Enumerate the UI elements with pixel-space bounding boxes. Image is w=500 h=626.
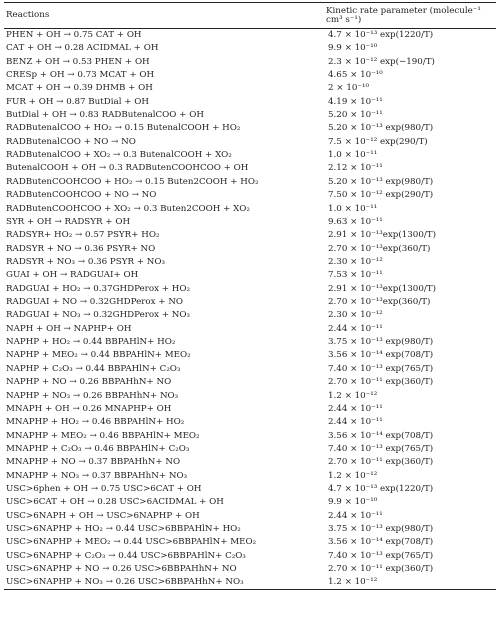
table-row — [4, 550, 496, 563]
reaction-cell: MNAPH + OH → 0.26 MNAPHP+ OH — [6, 403, 172, 414]
rate-parameter-cell: 7.40 × 10⁻¹³ exp(765/T) — [328, 363, 434, 374]
table-row — [4, 269, 496, 282]
table-row — [4, 135, 496, 148]
table-row — [4, 469, 496, 482]
rate-parameter-cell: 5.20 × 10⁻¹³ exp(980/T) — [328, 176, 434, 187]
rate-parameter-cell: 2 × 10⁻¹⁰ — [328, 83, 369, 94]
rate-parameter-cell: 4.19 × 10⁻¹¹ — [328, 96, 383, 107]
table-row — [4, 523, 496, 536]
table-row — [4, 149, 496, 162]
reaction-cell: CRESp + OH → 0.73 MCAT + OH — [6, 69, 155, 80]
table-row — [4, 162, 496, 175]
table-row — [4, 296, 496, 309]
rate-parameter-cell: 2.44 × 10⁻¹¹ — [328, 510, 383, 521]
rate-parameter-cell: 2.70 × 10⁻¹¹ exp(360/T) — [328, 564, 434, 575]
rate-parameter-cell: 2.44 × 10⁻¹¹ — [328, 323, 383, 334]
table-row — [4, 242, 496, 255]
table-row — [4, 55, 496, 68]
reaction-cell: SYR + OH → RADSYR + OH — [6, 216, 131, 227]
rate-parameter-cell: 2.91 × 10⁻¹³exp(1300/T) — [328, 230, 436, 241]
reaction-cell: CAT + OH → 0.28 ACIDMAL + OH — [6, 43, 159, 54]
reaction-cell: RADGUAI + HO₂ → 0.37GHDPerox + HO₂ — [6, 283, 190, 294]
reaction-cell: RADSYR + NO₃ → 0.36 PSYR + NO₃ — [6, 256, 166, 267]
rate-parameter-cell: 5.20 × 10⁻¹³ exp(980/T) — [328, 123, 434, 134]
table-body — [4, 29, 496, 590]
table-row — [4, 403, 496, 416]
reaction-table-container — [4, 2, 496, 590]
reaction-cell: USC>6phen + OH → 0.75 USC>6CAT + OH — [6, 484, 202, 495]
rate-parameter-cell: 7.40 × 10⁻¹³ exp(765/T) — [328, 443, 434, 454]
rate-parameter-cell: 5.20 × 10⁻¹¹ — [328, 109, 383, 120]
reaction-cell: RADGUAI + NO → 0.32GHDPerox + NO — [6, 297, 184, 308]
reaction-cell: USC>6NAPH + OH → USC>6NAPHP + OH — [6, 510, 200, 521]
rate-parameter-cell: 2.30 × 10⁻¹² — [328, 256, 383, 267]
rate-parameter-cell: 3.75 × 10⁻¹³ exp(980/T) — [328, 524, 434, 535]
rate-parameter-cell: 4.7 × 10⁻¹³ exp(1220/T) — [328, 484, 434, 495]
rate-parameter-cell: 1.2 × 10⁻¹² — [328, 470, 378, 481]
reaction-cell: MNAPHP + NO₃ → 0.37 BBPAHhN+ NO₃ — [6, 470, 188, 481]
reaction-cell: MNAPHP + NO → 0.37 BBPAHhN+ NO — [6, 457, 181, 468]
table-row — [4, 429, 496, 442]
rate-parameter-cell: 7.40 × 10⁻¹³ exp(765/T) — [328, 550, 434, 561]
rate-parameter-cell: 2.44 × 10⁻¹¹ — [328, 403, 383, 414]
reaction-rate-table — [4, 2, 496, 590]
reaction-cell: RADButenalCOO + HO₂ → 0.15 ButenalCOOH + HO₂ — [6, 123, 241, 134]
table-row — [4, 82, 496, 95]
rate-parameter-cell: 2.12 × 10⁻¹¹ — [328, 163, 383, 174]
rate-parameter-cell: 2.91 × 10⁻¹³exp(1300/T) — [328, 283, 436, 294]
table-row — [4, 322, 496, 335]
rate-parameter-cell: 9.9 × 10⁻¹⁰ — [328, 43, 378, 54]
table-row — [4, 29, 496, 42]
table-row — [4, 576, 496, 589]
table-row — [4, 282, 496, 295]
reaction-cell: MNAPHP + HO₂ → 0.46 BBPAHlN+ HO₂ — [6, 417, 185, 428]
table-row — [4, 483, 496, 496]
rate-parameter-cell: 3.56 × 10⁻¹⁴ exp(708/T) — [328, 430, 434, 441]
reaction-cell: RADButenCOOHCOO + HO₂ → 0.15 Buten2COOH + HO₂ — [6, 176, 259, 187]
rate-parameter-cell: 7.5 × 10⁻¹² exp(290/T) — [328, 136, 428, 147]
reaction-cell: RADSYR+ HO₂ → 0.57 PSYR+ HO₂ — [6, 230, 160, 241]
table-row — [4, 229, 496, 242]
reaction-cell: PHEN + OH → 0.75 CAT + OH — [6, 30, 142, 41]
reaction-cell: ButenalCOOH + OH → 0.3 RADButenCOOHCOO + OH — [6, 163, 249, 174]
reaction-cell: RADGUAI + NO₃ → 0.32GHDPerox + NO₃ — [6, 310, 191, 321]
table-row — [4, 109, 496, 122]
reaction-cell: NAPH + OH → NAPHP+ OH — [6, 323, 132, 334]
table-row — [4, 456, 496, 469]
table-row — [4, 509, 496, 522]
rate-parameter-cell: 2.30 × 10⁻¹² — [328, 310, 383, 321]
reaction-cell: BENZ + OH → 0.53 PHEN + OH — [6, 56, 150, 67]
reaction-cell: FUR + OH → 0.87 ButDial + OH — [6, 96, 149, 107]
reaction-cell: MNAPHP + C₂O₃ → 0.46 BBPAHlN+ C₂O₃ — [6, 443, 190, 454]
rate-parameter-cell: 3.56 × 10⁻¹⁴ exp(708/T) — [328, 537, 434, 548]
reaction-cell: USC>6NAPHP + NO₃ → 0.26 USC>6BBPAHhN+ NO₃ — [6, 577, 244, 588]
rate-parameter-cell: 2.70 × 10⁻¹³exp(360/T) — [328, 297, 431, 308]
table-row — [4, 256, 496, 269]
table-row — [4, 69, 496, 82]
table-row — [4, 443, 496, 456]
rate-parameter-cell: 4.65 × 10⁻¹⁰ — [328, 69, 383, 80]
table-row — [4, 42, 496, 55]
reaction-cell: USC>6NAPHP + HO₂ → 0.44 USC>6BBPAHlN+ HO₂ — [6, 524, 241, 535]
table-row — [4, 175, 496, 188]
rate-parameter-cell: 1.2 × 10⁻¹² — [328, 390, 378, 401]
header-reactions: Reactions — [6, 10, 50, 21]
reaction-cell: USC>6NAPHP + NO → 0.26 USC>6BBPAHhN+ NO — [6, 564, 237, 575]
rate-parameter-cell: 1.2 × 10⁻¹² — [328, 577, 378, 588]
reaction-cell: NAPHP + MEO₂ → 0.44 BBPAHlN+ MEO₂ — [6, 350, 191, 361]
rate-parameter-cell: 7.50 × 10⁻¹² exp(290/T) — [328, 190, 434, 201]
rate-parameter-cell: 1.0 × 10⁻¹¹ — [328, 150, 378, 161]
rate-parameter-cell: 1.0 × 10⁻¹¹ — [328, 203, 378, 214]
reaction-cell: NAPHP + HO₂ → 0.44 BBPAHlN+ HO₂ — [6, 337, 176, 348]
header-rate-parameter: Kinetic rate parameter (molecule⁻¹ cm³ s⁻¹) — [326, 5, 481, 25]
table-row — [4, 563, 496, 576]
table-row — [4, 349, 496, 362]
rate-parameter-cell: 7.53 × 10⁻¹¹ — [328, 270, 383, 281]
header-row — [4, 3, 496, 29]
table-row — [4, 536, 496, 549]
table-row — [4, 95, 496, 108]
table-row — [4, 122, 496, 135]
rate-parameter-cell: 2.44 × 10⁻¹¹ — [328, 417, 383, 428]
reaction-cell: RADButenCOOHCOO + XO₂ → 0.3 Buten2COOH + XO₂ — [6, 203, 250, 214]
reaction-cell: GUAI + OH → RADGUAI+ OH — [6, 270, 139, 281]
table-row — [4, 202, 496, 215]
table-row — [4, 389, 496, 402]
reaction-cell: RADButenalCOO + XO₂ → 0.3 ButenalCOOH + XO₂ — [6, 150, 232, 161]
rate-parameter-cell: 3.75 × 10⁻¹³ exp(980/T) — [328, 337, 434, 348]
table-row — [4, 189, 496, 202]
table-row — [4, 362, 496, 375]
rate-parameter-cell: 3.56 × 10⁻¹⁴ exp(708/T) — [328, 350, 434, 361]
table-row — [4, 416, 496, 429]
table-row — [4, 309, 496, 322]
reaction-cell: RADSYR + NO → 0.36 PSYR+ NO — [6, 243, 156, 254]
rate-parameter-cell: 9.63 × 10⁻¹¹ — [328, 216, 383, 227]
table-header — [4, 3, 496, 29]
reaction-cell: NAPHP + NO₃ → 0.26 BBPAHhN+ NO₃ — [6, 390, 179, 401]
rate-parameter-cell: 2.70 × 10⁻¹¹ exp(360/T) — [328, 377, 434, 388]
table-row — [4, 496, 496, 509]
reaction-cell: NAPHP + C₂O₃ → 0.44 BBPAHlN+ C₂O₃ — [6, 363, 181, 374]
reaction-cell: MCAT + OH → 0.39 DHMB + OH — [6, 83, 153, 94]
reaction-cell: ButDial + OH → 0.83 RADButenalCOO + OH — [6, 109, 204, 120]
reaction-cell: USC>6NAPHP + MEO₂ → 0.44 USC>6BBPAHlN+ MEO₂ — [6, 537, 257, 548]
rate-parameter-cell: 9.9 × 10⁻¹⁰ — [328, 497, 378, 508]
reaction-cell: NAPHP + NO → 0.26 BBPAHhN+ NO — [6, 377, 172, 388]
reaction-cell: MNAPHP + MEO₂ → 0.46 BBPAHlN+ MEO₂ — [6, 430, 200, 441]
reaction-cell: USC>6CAT + OH → 0.28 USC>6ACIDMAL + OH — [6, 497, 224, 508]
table-row — [4, 336, 496, 349]
reaction-cell: USC>6NAPHP + C₂O₃ → 0.44 USC>6BBPAHlN+ C₂O₃ — [6, 550, 246, 561]
rate-parameter-cell: 2.3 × 10⁻¹² exp(−190/T) — [328, 56, 435, 67]
table-row — [4, 376, 496, 389]
rate-parameter-cell: 4.7 × 10⁻¹³ exp(1220/T) — [328, 30, 434, 41]
reaction-cell: RADButenCOOHCOO + NO → NO — [6, 190, 157, 201]
rate-parameter-cell: 2.70 × 10⁻¹³exp(360/T) — [328, 243, 431, 254]
reaction-cell: RADButenalCOO + NO → NO — [6, 136, 136, 147]
table-row — [4, 216, 496, 229]
rate-parameter-cell: 2.70 × 10⁻¹¹ exp(360/T) — [328, 457, 434, 468]
